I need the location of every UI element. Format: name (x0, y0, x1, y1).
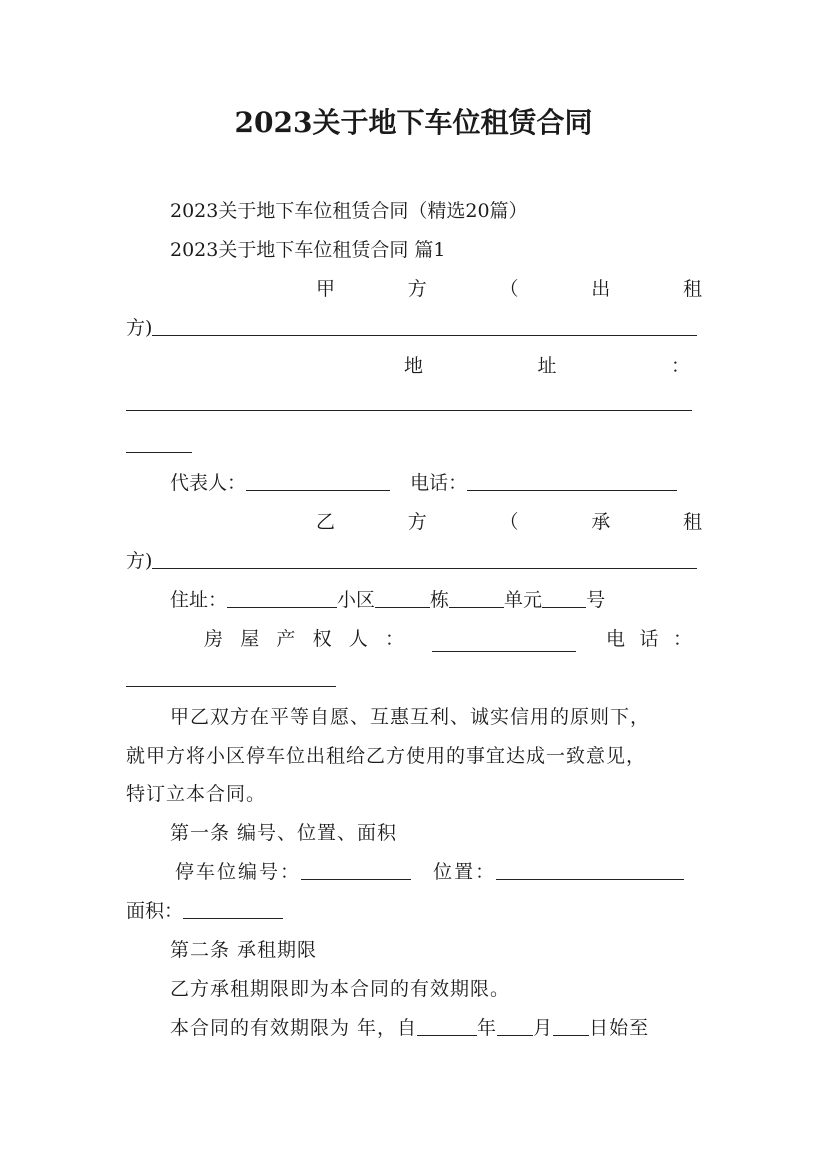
validity-day-blank[interactable] (553, 1015, 589, 1036)
address-a-char: 地 (404, 355, 424, 377)
party-b-char: （ (499, 511, 519, 533)
party-b-char: 乙 (316, 511, 336, 533)
residence-number: 号 (586, 589, 606, 611)
address-a-blank-cont[interactable] (126, 452, 192, 453)
spot-line (175, 858, 684, 886)
owner-phone-char: 电 (606, 628, 626, 650)
owner-char: 人 (348, 628, 368, 650)
party-b-char: 方 (407, 511, 427, 533)
party-b-blank[interactable] (152, 548, 697, 569)
party-a-char: 甲 (316, 278, 336, 300)
party-b-char: 租 (682, 511, 702, 533)
document-title: 2023关于地下车位租赁合同 (234, 106, 593, 139)
validity-day-start: 日始至 (589, 1017, 650, 1039)
party-a-char: 出 (591, 278, 611, 300)
rep-line (170, 469, 677, 497)
owner-phone-char: ： (672, 628, 692, 650)
party-b-char: 承 (591, 511, 611, 533)
party-a-char: 租 (682, 278, 702, 300)
para1-line-1: 甲乙双方在平等自愿、互惠互利、诚实信用的原则下， (170, 706, 651, 728)
owner-phone-label (606, 625, 692, 653)
party-a-tail (126, 314, 697, 342)
residence-label: 住址： (170, 589, 228, 611)
address-a-label (404, 352, 690, 380)
rep-label: 代表人： (170, 472, 247, 494)
validity-month-blank[interactable] (497, 1015, 533, 1036)
party-b-tail (126, 547, 697, 575)
address-a-char: 址 (537, 355, 557, 377)
spot-position-blank[interactable] (496, 859, 684, 880)
owner-char: 房 (204, 628, 224, 650)
validity-prefix: 本合同的有效期限为 年，自 (170, 1017, 418, 1039)
residence-blank-2[interactable] (375, 587, 430, 608)
residence-blank-1[interactable] (227, 587, 337, 608)
owner-char: 屋 (240, 628, 260, 650)
address-a-char: ： (670, 355, 690, 377)
party-b-tail-text: 方) (126, 550, 153, 572)
residence-building: 栋 (430, 589, 450, 611)
owner-label (204, 625, 404, 653)
party-a-char: （ (499, 278, 519, 300)
owner-char: ： (384, 628, 404, 650)
party-a-char: 方 (407, 278, 427, 300)
residence-unit: 单元 (504, 589, 543, 611)
residence-blank-4[interactable] (542, 587, 586, 608)
spot-area-line (126, 897, 283, 925)
chapter-line: 2023关于地下车位租赁合同 篇1 (170, 239, 446, 261)
validity-month: 月 (533, 1017, 554, 1039)
party-b-label (316, 508, 702, 536)
rep-blank[interactable] (246, 470, 390, 491)
validity-year: 年 (477, 1017, 498, 1039)
spot-area-blank[interactable] (183, 898, 283, 919)
owner-char: 权 (312, 628, 332, 650)
party-a-label (316, 275, 702, 303)
spot-position-label: 位置： (433, 861, 497, 883)
spot-number-label: 停车位编号： (175, 861, 302, 883)
article-1-heading: 第一条 编号、位置、面积 (170, 822, 398, 844)
owner-blank[interactable] (432, 651, 576, 652)
rep-phone-label: 电话： (410, 472, 468, 494)
para1-line-2: 就甲方将小区停车位出租给乙方使用的事宜达成一致意见， (126, 745, 647, 767)
party-a-blank[interactable] (152, 315, 697, 336)
party-a-tail-text: 方) (126, 317, 153, 339)
spot-area-label: 面积： (126, 900, 184, 922)
address-a-blank[interactable] (126, 410, 692, 411)
residence-blank-3[interactable] (449, 587, 504, 608)
para1-line-3: 特订立本合同。 (126, 783, 267, 805)
owner-phone-char: 话 (639, 628, 659, 650)
subtitle-line: 2023关于地下车位租赁合同（精选20篇） (170, 200, 528, 222)
residence-community: 小区 (337, 589, 376, 611)
article-2-heading: 第二条 承租期限 (170, 939, 318, 961)
validity-year-blank[interactable] (417, 1015, 477, 1036)
spot-number-blank[interactable] (301, 859, 411, 880)
residence-line (170, 586, 605, 614)
owner-phone-blank[interactable] (126, 686, 336, 687)
owner-char: 产 (276, 628, 296, 650)
validity-line (170, 1014, 649, 1042)
rep-phone-blank[interactable] (467, 470, 677, 491)
term-line: 乙方承租期限即为本合同的有效期限。 (170, 978, 511, 1000)
